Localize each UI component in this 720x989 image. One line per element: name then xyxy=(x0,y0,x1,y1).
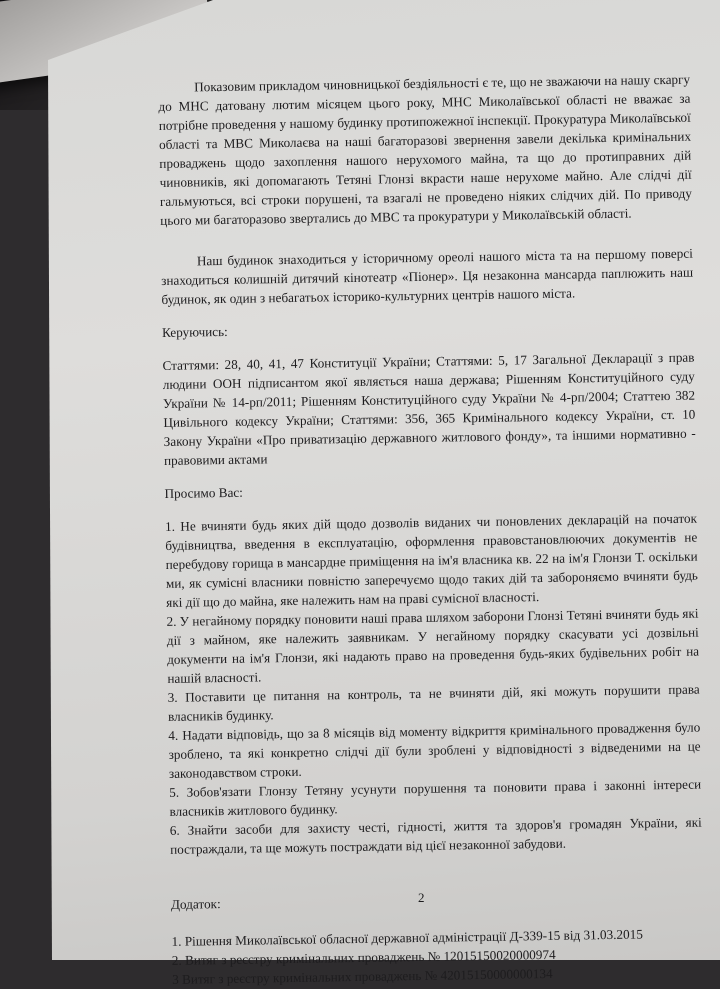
legal-basis: Статтями: 28, 40, 41, 47 Конституції України; Статтями: 5, 17 Загальної Декларації з прав людини ООН підписантом якої являється наша держава; Рішенням Конституційного суду України № 14-рп/2011; Рішенням Конституційного суду України № 4-рп/2004; Статтею 382 Цивільного кодексу України; Статтями: 356, 365 Кримінального кодексу України, ст. 10 Закону України «Про приватизацію державного житлового фонду», та іншими нормативно - правовими актами xyxy=(162,349,696,468)
request-list xyxy=(165,509,702,859)
request-item-1: 1. Не вчиняти будь яких дій щодо дозволів виданих чи поновлених декларацій на початок будівництва, введення в експлуатацію, оформлення правовстановлюючих документів не перебудову горища в мансардне приміщення на ім'я власника кв. 22 на ім'я Глонзи Т. оскільки ми, як суміснi власники повністю заперечуємо щодо таких дій та забороняємо вчиняти будь які дії що до майна, яке належить нам на праві сумісної власності. xyxy=(164,510,698,610)
request-heading: Просимо Вас: xyxy=(164,484,243,501)
request-item-3: 3. Поставити це питання на контроль, та не вчиняти дій, які можуть порушити права власників будинку. xyxy=(167,681,700,724)
document-body xyxy=(158,70,704,989)
request-item-4: 4. Надати відповідь, що за 8 місяців від моменту відкриття кримінального провадження було зроблено, та які конкретно слідчі дії були зроблені у відповідності з відведеними на це законодавством строки. xyxy=(168,719,701,781)
request-item-2: 2. У негайному порядку поновити наші права шляхом заборони Глонзі Тетяні вчиняти будь які дії з майном, яке належить заявникам. У негайному порядку скасувати усі дозвільні документи на ім'я Глонзи, які надають право на проведення будь-яких будівельних робіт на нашій власності. xyxy=(166,605,700,686)
appendix-list xyxy=(171,924,704,989)
appendix-heading: Додаток: xyxy=(170,896,221,912)
appendix-item-2: 2. Витяг з реєстру кримінальних проваджень № 12015150020000974 xyxy=(171,946,556,968)
request-item-6: 6. Знайти засоби для захисту честі, гідності, життя та здоров'я громадян України, які постраждали, та ще можуть постраждати від цієї незаконної забудови. xyxy=(169,814,702,857)
page-number: 2 xyxy=(418,890,425,905)
appendix-item-1: 1. Рішення Миколаївської обласної державної адміністрації Д-339-15 від 31.03.2015 xyxy=(171,926,643,949)
appendix-item-3: 3 Витяг з реєстру кримінальних проваджень № 42015150000000134 xyxy=(172,965,553,987)
paragraph-building: Наш будинок знаходиться у історичному ореолі нашого міста та на першому поверсі знаходиться колишній дитячий кінотеатр «Піонер». Ця незаконна мансарда паплюжить наш будинок, як один з небагатьох історико-культурних центрів нашого міста. xyxy=(161,245,694,307)
paragraph-inaction: Показовим прикладом чиновницької бездіяльності є те, що не зважаючи на нашу скаргу до МНС датовану лютим місяцем цього року, МНС Миколаївської області не вважає за потрібне проведення у нашому будинку протипожежної інспекції. Прокуратура Миколаївської області та МВС Миколаєва на наші багаторазові звернення завели декілька кримінальних проваджень щодо захоплення нашого нерухомого майна, та що до протиправних дій чиновників, які допомагають Тетяні Глонзі вкрасти наше нерухоме майно. Але слідчі дії гальмуються, всі строки порушені, та взагалі не проведено ніяких слідчих дій. По приводу цього ми багаторазово звертались до МВС та прокуратури у Миколаївській області. xyxy=(158,71,692,228)
request-item-5: 5. Зобов'язати Глонзу Тетяну усунути порушення та поновити права і законні інтереси власників житлового будинку. xyxy=(169,776,702,819)
guided-heading: Керуючись: xyxy=(161,323,228,340)
